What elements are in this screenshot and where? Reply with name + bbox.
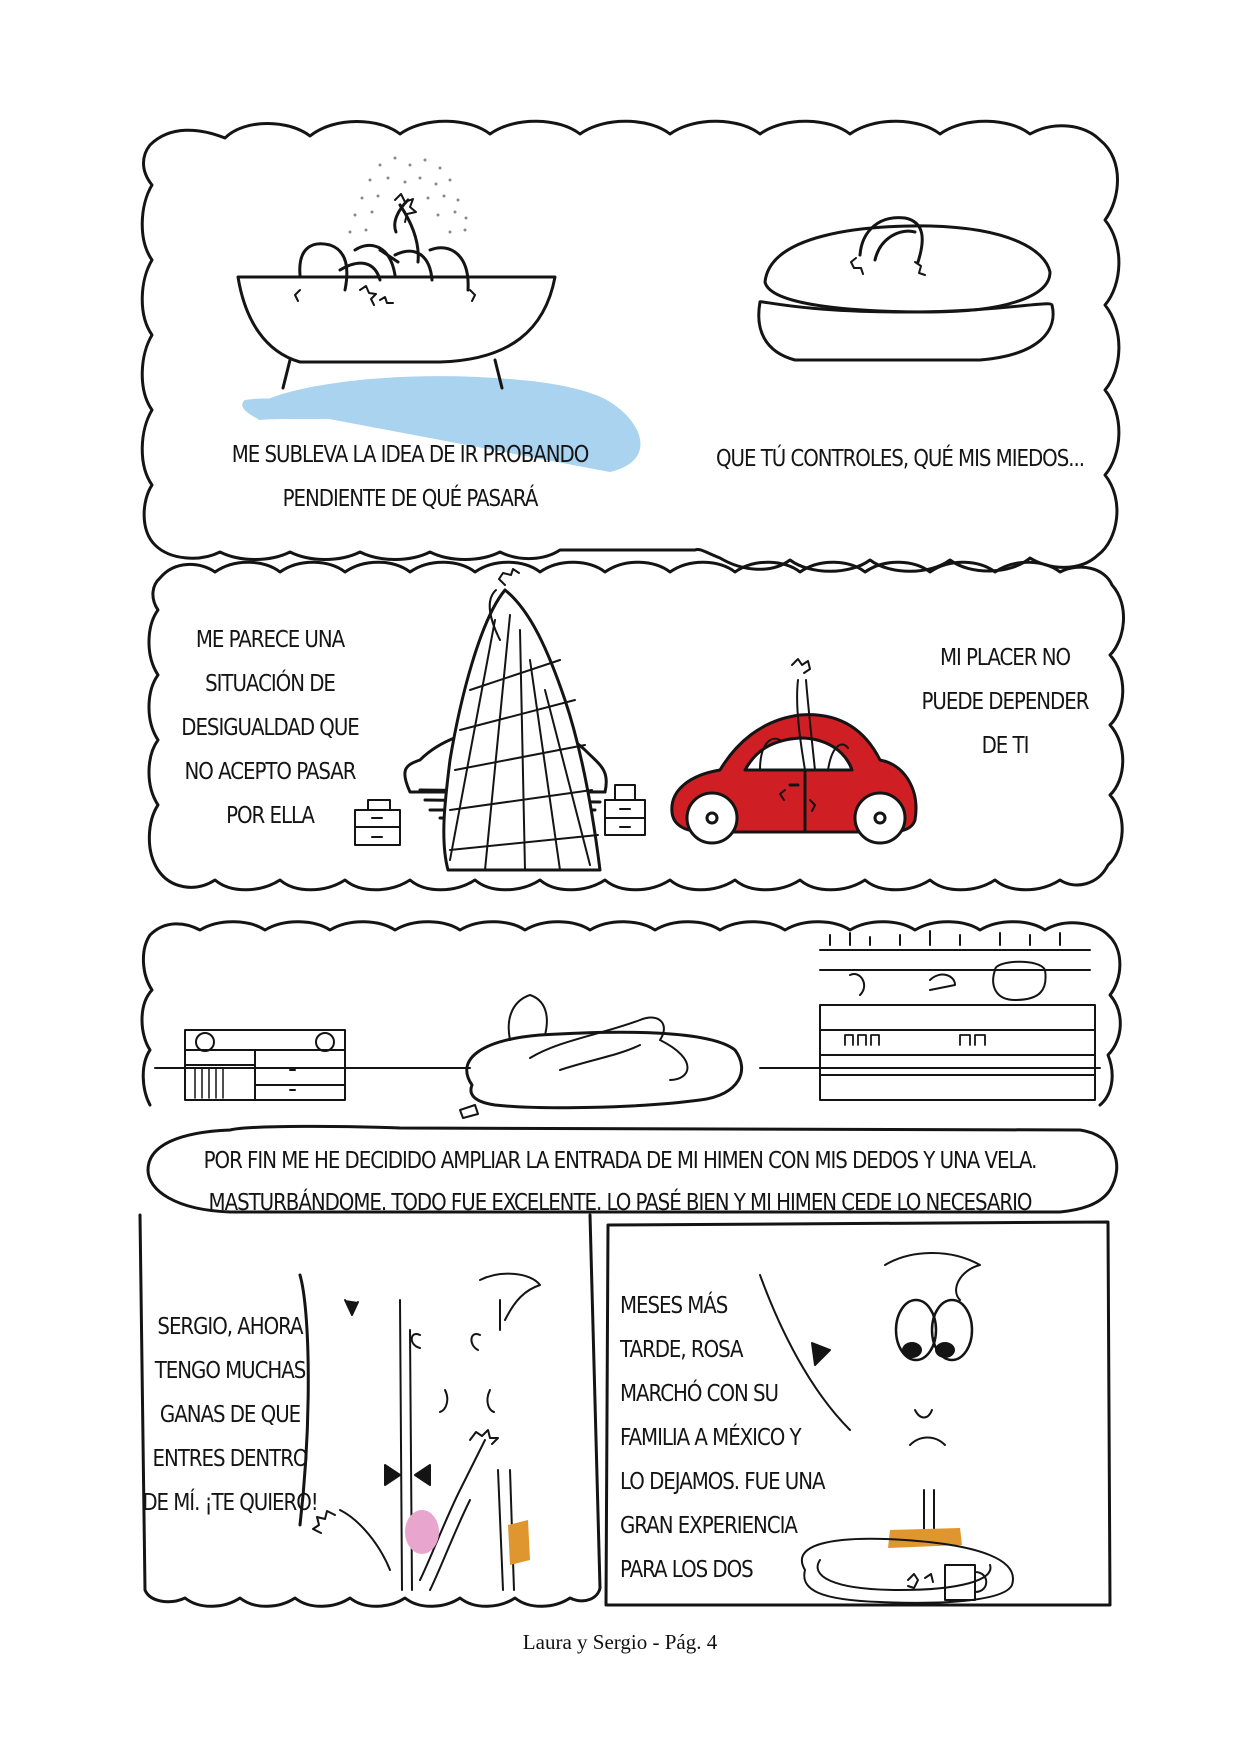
caption-line: DESIGUALDAD QUE (181, 715, 359, 741)
panel-1-caption-left (217, 433, 604, 521)
panel-3-caption (190, 1140, 1050, 1224)
car-drawing (672, 659, 916, 843)
caption-line: MASTURBÁNDOME. TODO FUE EXCELENTE. LO PASÉ BIEN Y MI HIMEN CEDE LO NECESARIO (208, 1190, 1032, 1216)
bathtub-drawing (238, 157, 640, 473)
caption-line: DE MÍ. ¡TE QUIERO! (142, 1490, 318, 1516)
caption-line: PUEDE DEPENDER (921, 689, 1089, 715)
character-faces-drawing (313, 1274, 540, 1590)
caption-line: MESES MÁS (620, 1293, 728, 1319)
page-footer: Laura y Sergio - Pág. 4 (522, 1630, 718, 1654)
caption-line: ENTRES DENTRO (152, 1446, 308, 1472)
caption-line: PARA LOS DOS (620, 1557, 753, 1583)
caption-line: FAMILIA A MÉXICO Y (620, 1425, 801, 1451)
panel-1-caption-right (707, 437, 1094, 481)
caption-line: PENDIENTE DE QUÉ PASARÁ (282, 486, 538, 512)
bed-drawing (759, 218, 1053, 360)
caption-line: NO ACEPTO PASAR (184, 759, 356, 785)
caption-line: SERGIO, AHORA (157, 1314, 303, 1340)
caption-line: MI PLACER NO (939, 645, 1071, 671)
caption-line: MARCHÓ CON SU (620, 1381, 778, 1407)
caption-line: SITUACIÓN DE (205, 671, 335, 697)
caption-line: POR FIN ME HE DECIDIDO AMPLIAR LA ENTRADA DE MI HIMEN CON MIS DEDOS Y UNA VELA. (203, 1148, 1037, 1174)
caption-line: QUE TÚ CONTROLES, QUÉ MIS MIEDOS... (716, 446, 1084, 472)
caption-line: ME PARECE UNA (195, 627, 345, 653)
caption-line: DE TI (981, 733, 1029, 759)
caption-line: GRAN EXPERIENCIA (620, 1513, 797, 1539)
caption-line: TARDE, ROSA (620, 1337, 743, 1363)
caption-line: ME SUBLEVA LA IDEA DE IR PROBANDO (231, 442, 589, 468)
panel-4-speech (135, 1305, 324, 1525)
caption-line: LO DEJAMOS. FUE UNA (620, 1469, 825, 1495)
caption-line: POR ELLA (226, 803, 314, 829)
panel-5-caption (620, 1284, 826, 1592)
panel-2-caption-right (919, 636, 1091, 768)
panel-2-caption-left (158, 618, 382, 838)
tent-drawing (355, 569, 645, 870)
room-drawing (155, 931, 1100, 1118)
caption-line: TENGO MUCHAS (154, 1358, 306, 1384)
caption-line: GANAS DE QUE (159, 1402, 301, 1428)
